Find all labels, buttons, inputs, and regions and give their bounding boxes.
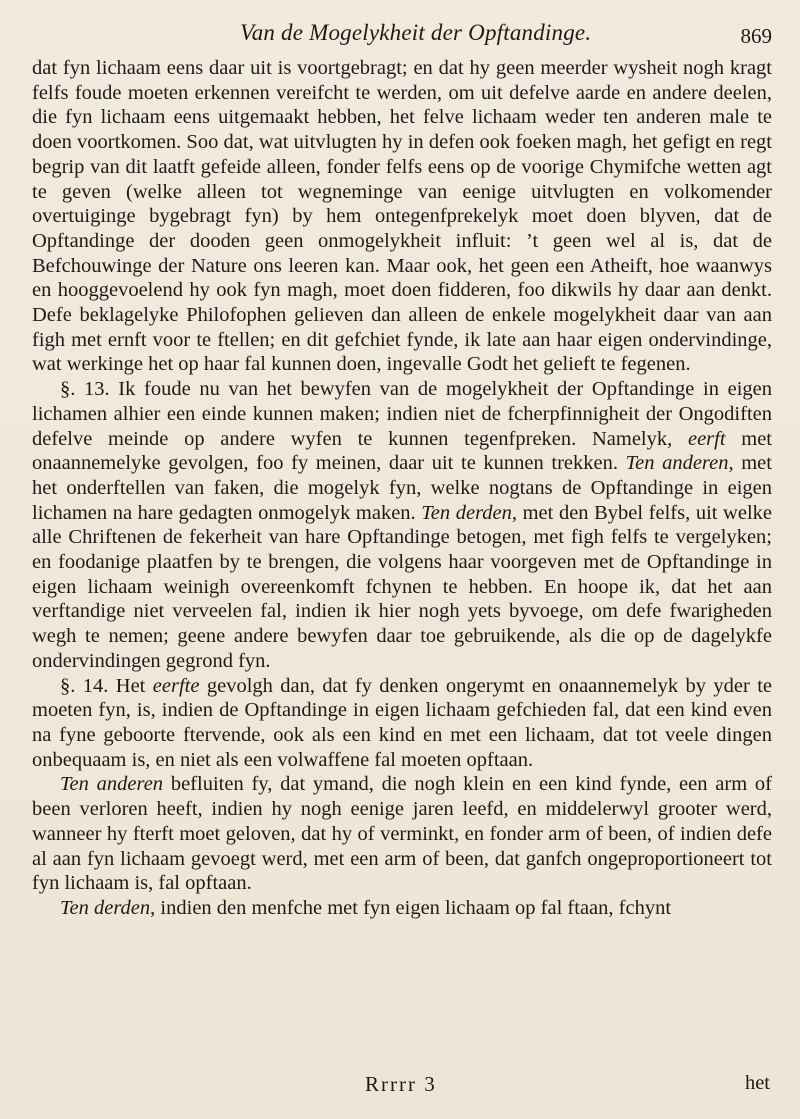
- catchword: het: [744, 1072, 770, 1094]
- text-run: §. 14. Het: [60, 674, 153, 697]
- text-run: dat fyn lichaam eens daar uit is voortgebragt; en dat hy geen meerder wysheit nogh kragt felfs foude moeten erkennen vereifcht te werden, om uit defelve aarde en andere deelen, die fyn lichaam eens uitgemaakt hebben, het felve lichaam weder ten anderen male te doen voortkomen. Soo dat, wat uitvlugten hy in defen ook foeken magh, het gefigt en regt begrip van dit laatft gefeide alleen, fonder felfs eens op de voorige Chymifche wetten agt te geven (welke alleen tot wegneminge van eenige uitvlugten en volkomender overtuiginge bygebragt fyn) by hem ontegenfprekelyk moet doen blyven, dat de Opftandinge der dooden geen onmogelykheit influit: ’t geen wel al is, dat de Befchouwinge der Nature ons leeren kan. Maar ook, het geen een Atheift, hoe waanwys en hooggevoelend hy ook fyn magh, moet doen fidderen, foo dikwils hy daar aan denkt. Defe beklagelyke Philofophen gelieven dan alleen de enkele mogelykheit daar van aan figh met ernft voor te ftellen; en dit gefchiet fynde, ik late aan haar eigen ondervindinge, wat werkinge het op haar fal kunnen doen, ingevalle Godt het gelieft te fegenen.: [32, 57, 772, 376]
- body-text: [32, 56, 772, 921]
- italic-text: eerfte: [152, 674, 200, 697]
- italic-text: Ten anderen: [60, 773, 164, 796]
- signature-mark: Rrrrr 3: [365, 1072, 437, 1096]
- paragraph: [32, 56, 772, 377]
- italic-text: Ten derden: [421, 501, 512, 524]
- text-run: , met het onderftellen van faken, die mogelyk fyn, welke nogtans de Opftandinge in eigen lichamen na hare gedagten onmogelyk maken.: [32, 452, 772, 524]
- italic-text: eerft: [687, 427, 726, 450]
- text-run: gevolgh dan, dat fy denken ongerymt en onaannemelyk by yder te moeten fyn, is, indien de Opftandinge in eigen lichaam gefchieden fal, dat een kind even na fyne geboorte ftervende, ook als een kind en met een lichaam, dat tot veele dingen onbequaam is, en niet als een volwaffene fal moeten opftaan.: [32, 674, 772, 771]
- page-number: 869: [740, 24, 772, 48]
- paragraph: [32, 377, 772, 673]
- text-run: §. 13. Ik foude nu van het bewyfen van de mogelykheit der Opftandinge in eigen lichamen alhier een einde kunnen maken; indien niet de fcherpfinnigheit der Ongodiften defelve meinde op andere wyfen te kunnen tegenfpreken. Namelyk,: [32, 378, 772, 450]
- paragraph: [32, 772, 772, 896]
- paragraph: [32, 896, 772, 921]
- page-header: [0, 12, 800, 52]
- page-footer: [0, 1072, 800, 1102]
- text-run: met onaannemelyke gevolgen, foo fy meinen, daar uit te kunnen trekken.: [32, 427, 772, 475]
- paragraph: [32, 674, 772, 773]
- text-run: , indien den menfche met fyn eigen lichaam op fal ftaan, fchynt: [150, 896, 672, 919]
- text-run: befluiten fy, dat ymand, die nogh klein en een kind fynde, een arm of been verloren heeft, indien hy nogh eenige jaren leefd, en middelerwyl grooter werd, wanneer hy fterft moet geloven, dat hy of verminkt, en fonder arm of been, of indien defe al aan fyn lichaam gevoegt werd, met een arm of been, dat ganfch ongeproportioneert tot fyn lichaam is, fal opftaan.: [32, 773, 772, 895]
- text-run: , met den Bybel felfs, uit welke alle Chriftenen de fekerheit van hare Opftandinge betogen, met figh felfs te vergelyken; en foodanige plaatfen by te brengen, die volgens haar voorgeven met de Opftandinge in eigen lichaam weinigh overeenkomft fchynen te hebben. En hoope ik, dat het aan verftandige niet verveelen fal, indien ik hier nogh yets byvoege, om defe fwarigheden wegh te nemen; geene andere bewyfen daar toe gebruikende, als die op de dagelykfe ondervindingen gegrond fyn.: [32, 501, 772, 672]
- italic-text: Ten anderen: [625, 452, 729, 475]
- italic-text: Ten derden: [60, 896, 151, 919]
- running-head: Van de Mogelykheit der Opftandinge.: [240, 20, 592, 45]
